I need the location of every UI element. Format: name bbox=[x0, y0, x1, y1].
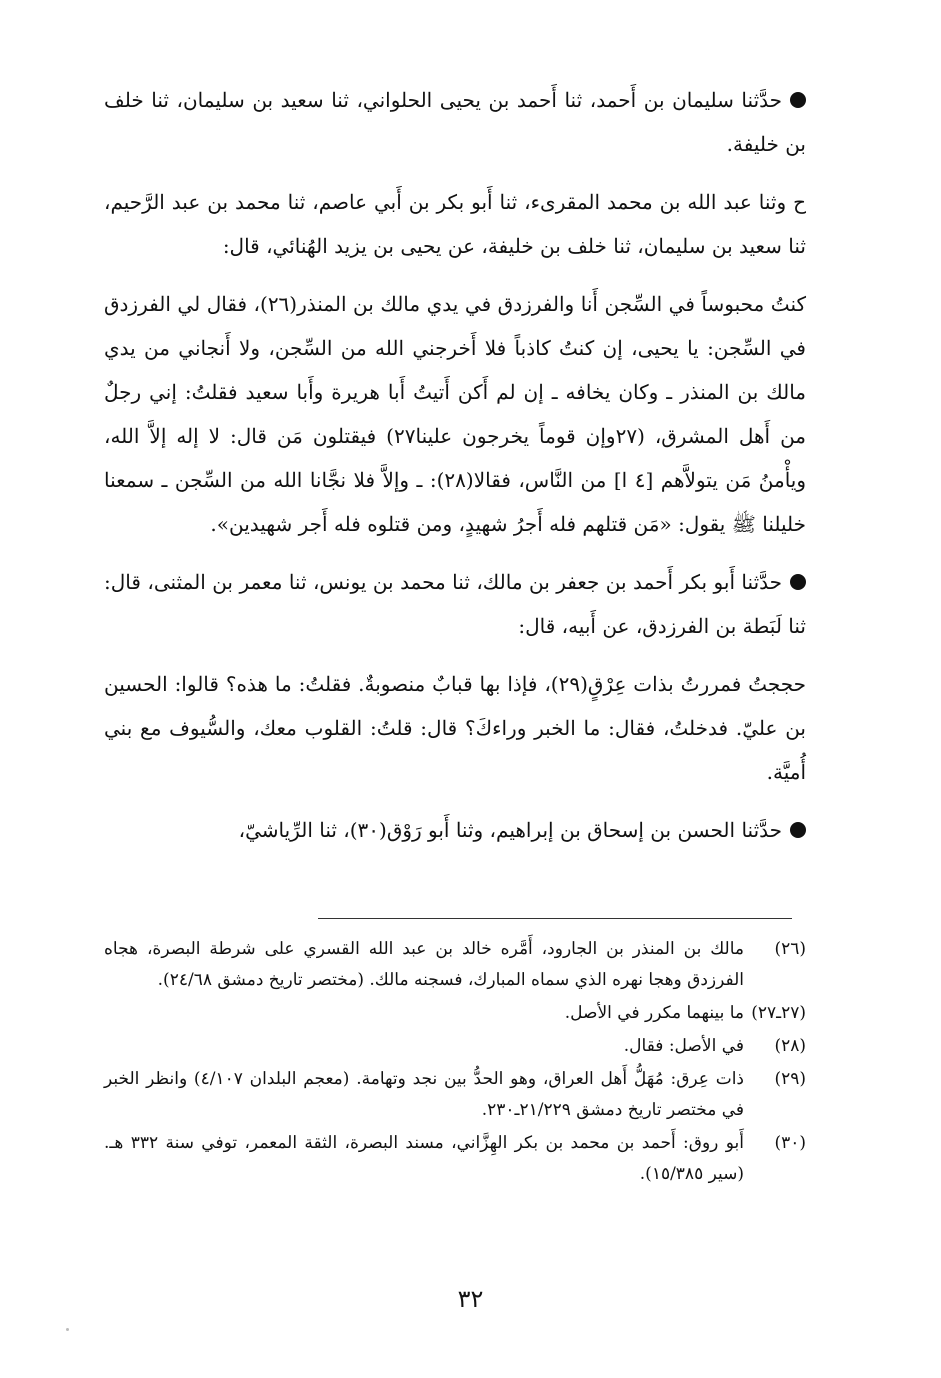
paragraph-text: ح وثنا عبد الله بن محمد المقرىء، ثنا أَبو بكر بن أَبي عاصم، ثنا محمد بن عبد الرَّحيم، ثنا سعيد بن سليمان، ثنا خلف بن خليفة، عن يحيى بن يزيد الهُنائي، قال: bbox=[104, 190, 806, 258]
paragraph-4 bbox=[104, 560, 806, 648]
paragraph-3 bbox=[104, 282, 806, 546]
footnote-number: (٢٧ـ٢٧) bbox=[751, 1003, 806, 1023]
paragraph-text: حججتُ فمررتُ بذات عِرْقٍ(٢٩)، فإذا بها قبابٌ منصوبةٌ. فقلتُ: ما هذه؟ قالوا: الحسين بن عليّ. فدخلتُ، فقال: ما الخبر وراءكَ؟ قال: قلتُ: القلوب معك، والسُّيوف مع بني أُميَّة. bbox=[104, 672, 806, 784]
footnote-29 bbox=[104, 1064, 806, 1126]
footnote-28 bbox=[104, 1031, 806, 1062]
footnote-26 bbox=[104, 934, 806, 996]
footnote-number: (٣٠) bbox=[774, 1133, 806, 1153]
footnotes bbox=[104, 934, 806, 1192]
footnote-text: ما بينهما مكرر في الأصل. bbox=[564, 1003, 744, 1023]
paragraph-text: كنتُ محبوساً في السِّجن أَنا والفرزدق في يدي مالك بن المنذر(٢٦)، فقال لي الفرزدق في السِّجن: يا يحيى، إن كنتُ كاذباً فلا أَخرجني الله من السِّجن، ولا أَنجاني من يدي مالك بن المنذر ـ وكان يخافه ـ إن لم أَكن أَتيتُ أَبا هريرة وأَبا سعيد فقلتُ: إني رجلٌ من أَهل المشرق، (٢٧وإن قوماً يخرجون علينا٢٧) فيقتلون مَن قال: لا إله إلاَّ الله، ويأْمنُ مَن يتولاَّهم [٤ ا] من النَّاس، فقالا(٢٨): ـ وإلاَّ فلا نجَّانا الله من السِّجن ـ سمعنا خليلنا ﷺ يقول: «مَن قتلهم فله أَجرُ شهيدٍ، ومن قتلوه فله أَجر شهيدين». bbox=[104, 292, 807, 536]
paragraph-1 bbox=[104, 78, 806, 166]
scan-dot bbox=[66, 1328, 69, 1331]
paragraph-5 bbox=[104, 662, 806, 794]
footnote-number: (٢٨) bbox=[774, 1036, 806, 1056]
page-number: ٣٢ bbox=[457, 1285, 484, 1313]
footnote-27 bbox=[104, 998, 806, 1029]
paragraph-6 bbox=[104, 808, 806, 852]
paragraph-text: حدَّثنا سليمان بن أَحمد، ثنا أَحمد بن يحيى الحلواني، ثنا سعيد بن سليمان، ثنا خلف بن خليفة. bbox=[104, 88, 806, 156]
main-text bbox=[104, 78, 806, 852]
footnote-text: أَبو روق: أَحمد بن محمد بن بكر الهِزَّاني، مسند البصرة، الثقة المعمر، توفي سنة ٣٣٢ هـ. (سير ١٥/٣٨٥). bbox=[104, 1133, 744, 1184]
bullet-icon bbox=[790, 822, 806, 838]
bullet-icon bbox=[790, 92, 806, 108]
paragraph-text: حدَّثنا الحسن بن إسحاق بن إبراهيم، وثنا أَبو رَوْق(٣٠)، ثنا الرِّياشيّ، bbox=[238, 818, 782, 842]
footnote-number: (٢٩) bbox=[774, 1069, 806, 1089]
footnote-30 bbox=[104, 1128, 806, 1190]
footnote-text: ذات عِرق: مُهَلُّ أَهل العراق، وهو الحدُّ بين نجد وتهامة. (معجم البلدان ٤/١٠٧) وانظر الخبر في مختصر تاريخ دمشق ٢١/٢٢٩ـ٢٣٠. bbox=[104, 1069, 744, 1120]
footnote-text: مالك بن المنذر بن الجارود، أَمَّره خالد بن عبد الله القسري على شرطة البصرة، هجاه الفرزدق وهجا نهره الذي سماه المبارك، فسجنه مالك. (مختصر تاريخ دمشق ٢٤/٦٨). bbox=[104, 939, 744, 990]
footnote-separator bbox=[318, 918, 792, 919]
paragraph-2 bbox=[104, 180, 806, 268]
footnote-text: في الأصل: فقال. bbox=[623, 1036, 744, 1056]
bullet-icon bbox=[790, 574, 806, 590]
paragraph-text: حدَّثنا أَبو بكر أَحمد بن جعفر بن مالك، ثنا محمد بن يونس، ثنا معمر بن المثنى، قال: ثنا لَبَطة بن الفرزدق، عن أَبيه، قال: bbox=[104, 570, 806, 638]
footnote-number: (٢٦) bbox=[774, 939, 806, 959]
